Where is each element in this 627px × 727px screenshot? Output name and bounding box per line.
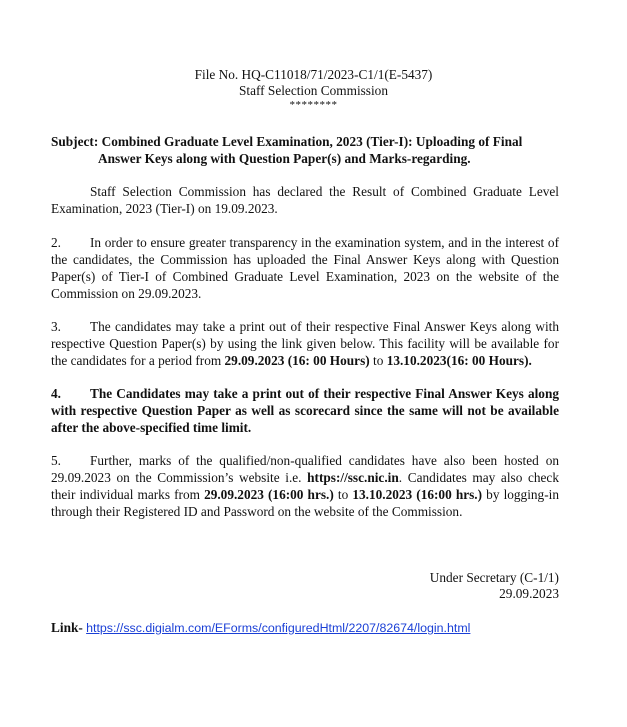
paragraph-2-text: In order to ensure greater transparency in the examination system, and in the interest of the candidates, the Commission has uploaded the Final Answer Keys along with Question Paper(s) of Tier-I of Combined Graduate Level Examination, 2023 on the website of the Commission on 29.09.2023. [51,235,559,301]
paragraph-5-text: Further, marks of the qualified/non-qualified candidates have also been hosted on 29.09.2023 on the Commission’s website i.e. [51,453,559,485]
paragraph-1-text: Staff Selection Commission has declared the Result of Combined Graduate Level Examination, 2023 (Tier-I) on 19.09.2023. [51,184,559,216]
marks-start-datetime: 29.09.2023 (16:00 hrs.) [204,487,334,502]
end-datetime: 13.10.2023(16: 00 Hours). [386,353,532,368]
paragraph-3 [51,318,559,369]
file-number: File No. HQ-C11018/71/2023-C1/1(E-5437) [194,67,433,82]
paragraph-5-text-d: by logging-in through their Registered ID and Password on the website of the Commission. [51,487,559,519]
link-label: Link- [51,620,83,635]
answer-key-login-link[interactable]: https://ssc.digialm.com/EForms/configuredHtml/2207/82674/login.html [86,621,471,635]
paragraph-2 [51,234,559,302]
marks-end-datetime: 13.10.2023 (16:00 hrs.) [352,487,483,502]
header-separator: ******** [289,99,338,111]
signatory-designation: Under Secretary (C-1/1) [429,570,559,585]
subject-line-2: Answer Keys along with Question Paper(s) and Marks-regarding. [98,151,471,166]
paragraph-5-text-c: to [333,487,353,502]
document-header [0,67,627,111]
start-datetime: 29.09.2023 (16: 00 Hours) [224,353,370,368]
website-url: https://ssc.nic.in [307,470,399,485]
paragraph-number: 2. [51,235,61,250]
link-row [51,620,470,636]
paragraph-number: 3. [51,319,61,334]
signature-date: 29.09.2023 [499,586,559,601]
paragraph-number: 5. [51,453,61,468]
paragraph-1 [51,183,559,217]
organization-name: Staff Selection Commission [239,83,388,98]
paragraph-5 [51,452,559,520]
paragraph-3-connector: to [369,353,387,368]
paragraph-4-text: The Candidates may take a print out of their respective Final Answer Keys along with respective Question Paper as well as scorecard since the same will not be available after the above-specified time limit. [51,386,559,435]
paragraph-3-text: The candidates may take a print out of their respective Final Answer Keys along with respective Question Paper(s) by using the link given below. This facility will be available for the candidates for a period from [51,319,559,368]
paragraph-number: 4. [51,386,61,401]
subject-line-1: Subject: Combined Graduate Level Examination, 2023 (Tier-I): Uploading of Final [51,134,523,149]
subject-heading [51,133,559,167]
signature-block [430,570,559,602]
paragraph-5-text-b: . Candidates may also check their individual marks from [51,470,559,502]
paragraph-4 [51,385,559,436]
